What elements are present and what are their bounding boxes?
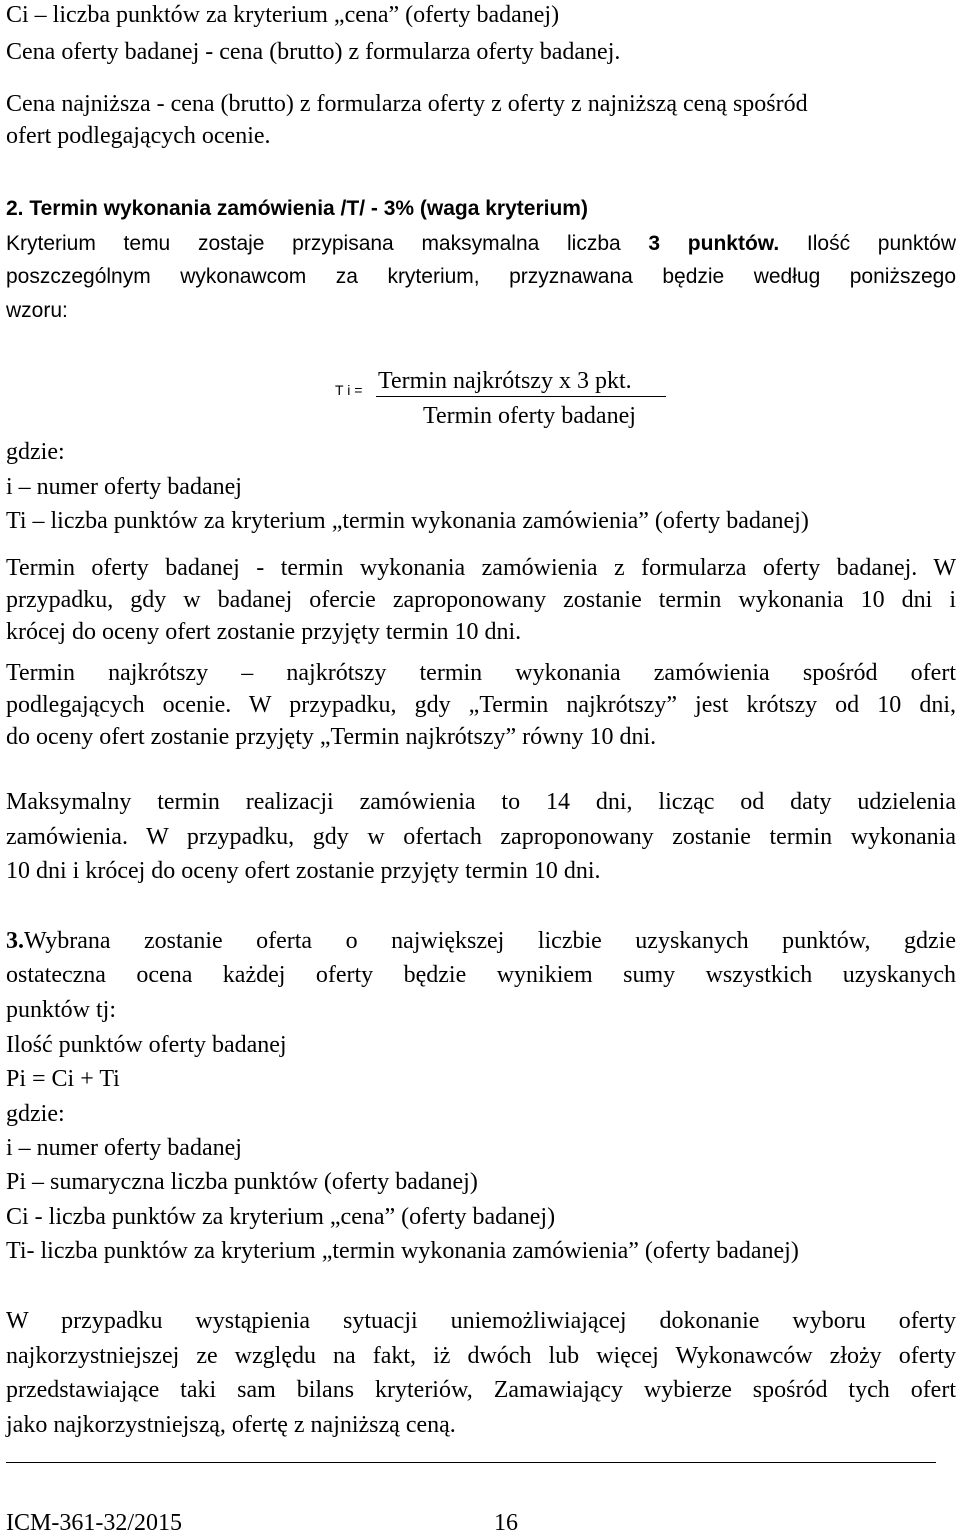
section-3-legend-pi: Pi – sumaryczna liczba punktów (oferty badanej) xyxy=(6,1169,478,1195)
cena-najnizsza-line-1: Cena najniższa - cena (brutto) z formularza oferty z oferty z najniższą ceną spośród xyxy=(6,91,808,117)
termin-najkrotszy-line-1: Termin najkrótszy – najkrótszy termin wykonania zamówienia spośród ofert xyxy=(6,660,956,686)
legend-ti: Ti – liczba punktów za kryterium „termin wykonania zamówienia” (oferty badanej) xyxy=(6,508,809,534)
termin-najkrotszy-line-3: do oceny ofert zostanie przyjęty „Termin najkrótszy” równy 10 dni. xyxy=(6,724,657,750)
termin-oferty-line-1: Termin oferty badanej - termin wykonania zamówienia z formularza oferty badanej. W xyxy=(6,555,956,581)
cena-najnizsza-line-2: ofert podlegających ocenie. xyxy=(6,123,271,149)
section-2-line-3: wzoru: xyxy=(6,299,68,322)
legend-gdzie: gdzie: xyxy=(6,439,65,465)
section-2-heading: 2. Termin wykonania zamówienia /T/ - 3% (waga kryterium) xyxy=(6,197,588,220)
final-para-line-1: W przypadku wystąpienia sytuacji uniemożliwiającej dokonanie wyboru oferty xyxy=(6,1308,956,1334)
legend-i: i – numer oferty badanej xyxy=(6,474,242,500)
maksymalny-termin-line-2: zamówienia. W przypadku, gdy w ofertach zaproponowany zostanie termin wykonania xyxy=(6,824,956,850)
footer-document-code: ICM-361-32/2015 xyxy=(6,1510,182,1536)
footer-page-number: 16 xyxy=(494,1510,518,1536)
termin-oferty-line-2: przypadku, gdy w badanej ofercie zaproponowany zostanie termin wykonania 10 dni i xyxy=(6,587,956,613)
section-2-line-2: poszczególnym wykonawcom za kryterium, przyznawana będzie według poniższego xyxy=(6,265,956,288)
ci-definition: Ci – liczba punktów za kryterium „cena” (oferty badanej) xyxy=(6,2,560,28)
termin-oferty-line-3: krócej do oceny ofert zostanie przyjęty termin 10 dni. xyxy=(6,619,522,645)
section-2-line-1: Kryterium temu zostaje przypisana maksymalna liczba 3 punktów. Ilość punktów xyxy=(6,232,956,255)
termin-najkrotszy-line-2: podlegających ocenie. W przypadku, gdy „Termin najkrótszy” jest krótszy od 10 dni, xyxy=(6,692,956,718)
maksymalny-termin-line-1: Maksymalny termin realizacji zamówienia to 14 dni, licząc od daty udzielenia xyxy=(6,789,956,815)
formula-denominator: Termin oferty badanej xyxy=(423,403,636,429)
maksymalny-termin-line-3: 10 dni i krócej do oceny ofert zostanie przyjęty termin 10 dni. xyxy=(6,858,601,884)
section-3-line-2: ostateczna ocena każdej oferty będzie wynikiem sumy wszystkich uzyskanych xyxy=(6,962,956,988)
pi-formula: Pi = Ci + Ti xyxy=(6,1066,120,1092)
footer-rule xyxy=(6,1462,936,1463)
formula-numerator: Termin najkrótszy x 3 pkt. xyxy=(378,368,632,394)
section-3-legend-i: i – numer oferty badanej xyxy=(6,1135,242,1161)
section-3-legend-ci: Ci - liczba punktów za kryterium „cena” (oferty badanej) xyxy=(6,1204,556,1230)
section-3-line-4: Ilość punktów oferty badanej xyxy=(6,1032,287,1058)
final-para-line-3: przedstawiające taki sam bilans kryteriów, Zamawiający wybierze spośród tych ofert xyxy=(6,1377,956,1403)
formula-lhs: T i = xyxy=(335,382,363,398)
final-para-line-4: jako najkorzystniejszą, ofertę z najniższą ceną. xyxy=(6,1412,456,1438)
cena-oferty-definition: Cena oferty badanej - cena (brutto) z formularza oferty badanej. xyxy=(6,39,621,65)
section-3-line-1: 3.Wybrana zostanie oferta o największej liczbie uzyskanych punktów, gdzie xyxy=(6,928,956,954)
final-para-line-2: najkorzystniejszej ze względu na fakt, iż dwóch lub więcej Wykonawców złoży oferty xyxy=(6,1343,956,1369)
section-3-gdzie: gdzie: xyxy=(6,1101,65,1127)
formula-fraction-bar xyxy=(376,396,666,397)
section-3-legend-ti: Ti- liczba punktów za kryterium „termin wykonania zamówienia” (oferty badanej) xyxy=(6,1238,799,1264)
section-3-line-3: punktów tj: xyxy=(6,997,117,1023)
